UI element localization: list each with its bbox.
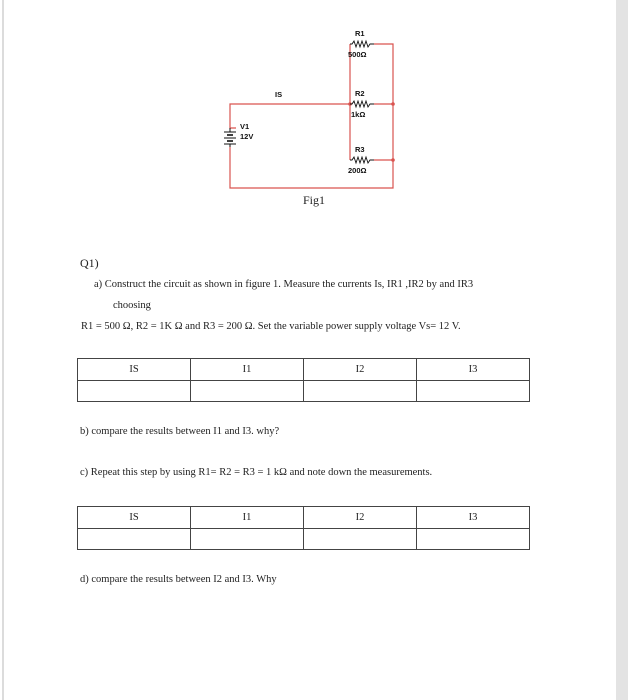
question-number: Q1): [80, 256, 99, 270]
document-page: [4, 0, 616, 700]
table1-cell-i2[interactable]: [304, 381, 417, 402]
part-a-line3: R1 = 500 Ω, R2 = 1K Ω and R3 = 200 Ω. Set the variable power supply voltage Vs= 12 V.: [81, 321, 461, 332]
part-b-text: b) compare the results between I1 and I3. why?: [80, 426, 280, 437]
table1-cell-is[interactable]: [78, 381, 191, 402]
part-c-text: c) Repeat this step by using R1= R2 = R3 = 1 kΩ and note down the measurements.: [80, 467, 433, 478]
current-is-label: IS: [275, 90, 283, 99]
resistor-r1-symbol: [350, 41, 374, 47]
part-d-text: d) compare the results between I2 and I3. Why: [80, 574, 277, 585]
r2-value-label: 1kΩ: [351, 110, 366, 119]
source-value-label: 12V: [240, 132, 254, 141]
table2-header-i3: I3: [417, 507, 530, 529]
table2-cell-i2[interactable]: [304, 529, 417, 550]
r3-name-label: R3: [355, 145, 365, 154]
table1-header-i2: I2: [304, 359, 417, 381]
table1-cell-i3[interactable]: [417, 381, 530, 402]
measurement-table-2: [77, 506, 530, 550]
resistor-r2-symbol: [350, 101, 374, 107]
table2-cell-is[interactable]: [78, 529, 191, 550]
table2-cell-i3[interactable]: [417, 529, 530, 550]
table1-header-i3: I3: [417, 359, 530, 381]
r1-name-label: R1: [355, 29, 365, 38]
part-a-line1: a) Construct the circuit as shown in figure 1. Measure the currents Is, IR1 ,IR2 by and IR3: [94, 279, 474, 290]
table1-header-i1: I1: [191, 359, 304, 381]
table2-header-i2: I2: [304, 507, 417, 529]
figure-caption: Fig1: [303, 193, 326, 207]
table1-cell-i1[interactable]: [191, 381, 304, 402]
circuit-diagram: [4, 0, 616, 220]
table2-cell-i1[interactable]: [191, 529, 304, 550]
r1-value-label: 500Ω: [348, 50, 367, 59]
source-name-label: V1: [240, 122, 250, 131]
r2-name-label: R2: [355, 89, 365, 98]
battery-symbol: [224, 128, 236, 147]
table2-header-is: IS: [78, 507, 191, 529]
measurement-table-1: [77, 358, 530, 402]
resistor-r3-symbol: [350, 157, 374, 163]
table1-header-is: IS: [78, 359, 191, 381]
circuit-wires: [230, 44, 393, 188]
r3-value-label: 200Ω: [348, 166, 367, 175]
part-a-line2: choosing: [113, 300, 151, 311]
page-right-edge: [616, 0, 628, 700]
table2-header-i1: I1: [191, 507, 304, 529]
